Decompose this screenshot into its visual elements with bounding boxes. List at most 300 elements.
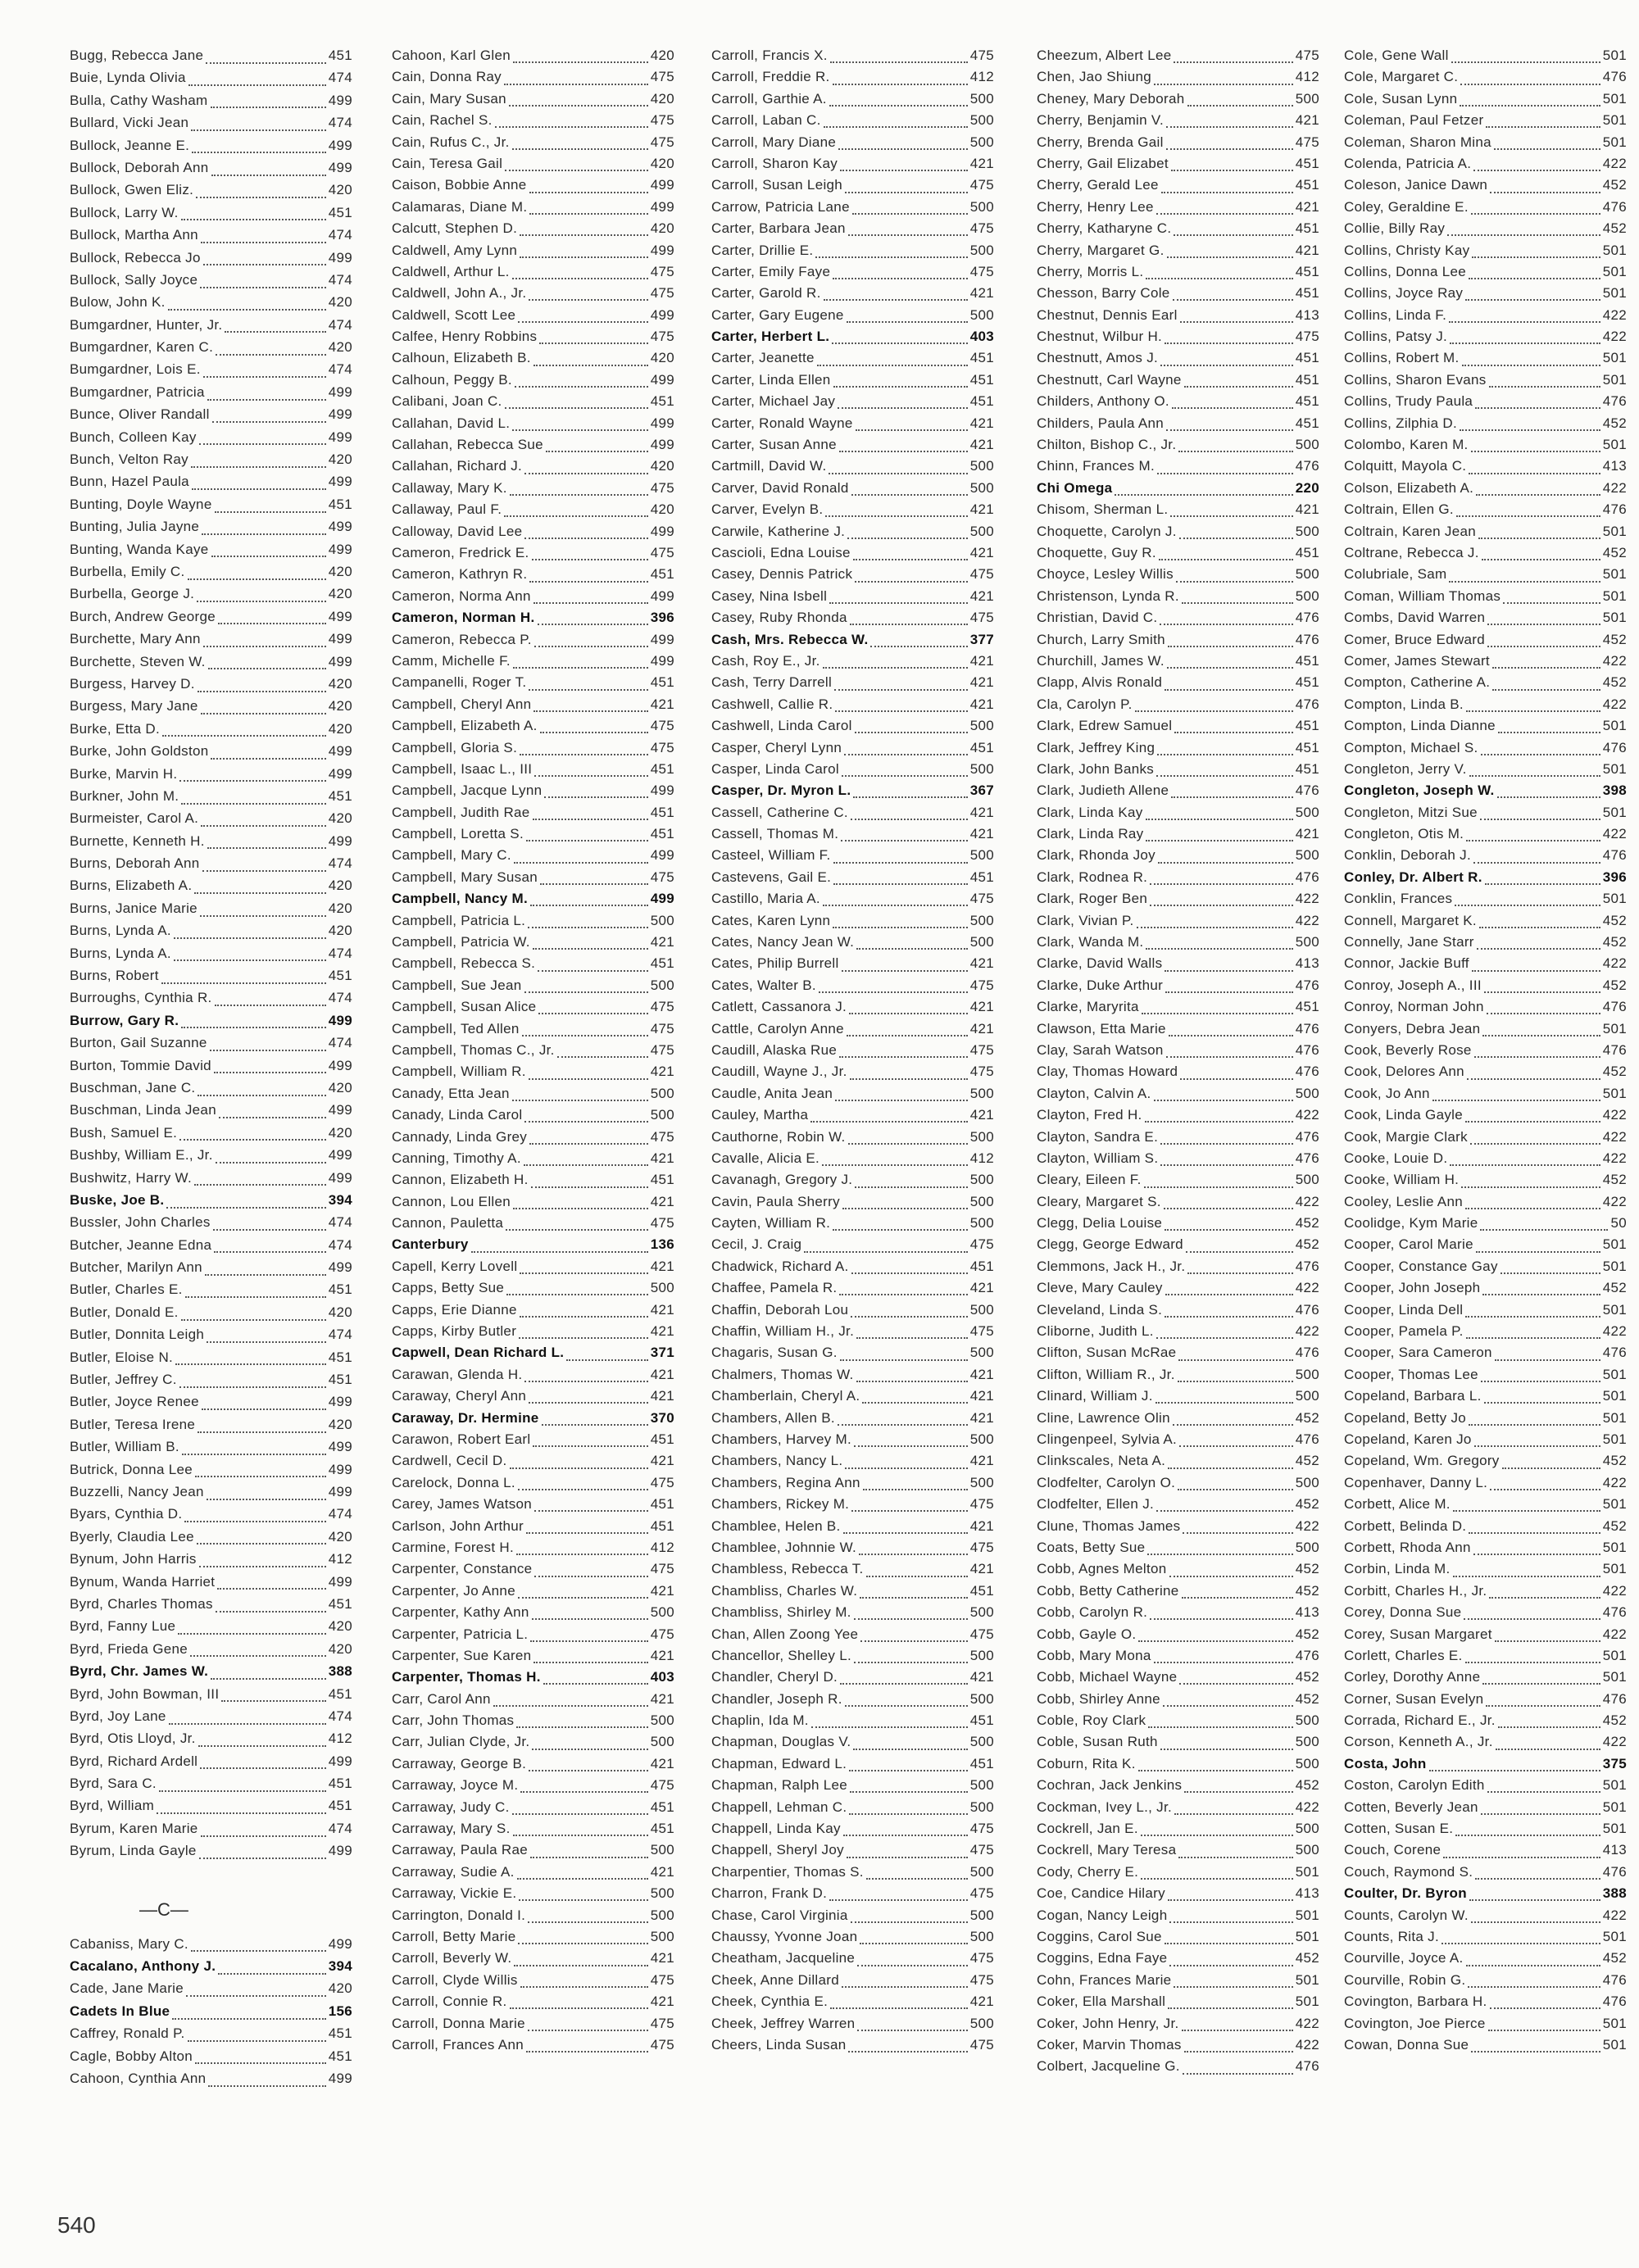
entry-page: 452 bbox=[1295, 1409, 1319, 1426]
index-entry bbox=[1344, 91, 1627, 112]
index-entry bbox=[1037, 1626, 1319, 1648]
index-entry bbox=[70, 227, 352, 249]
dot-leader bbox=[1481, 1381, 1600, 1382]
index-entry bbox=[1344, 1583, 1627, 1604]
dot-leader bbox=[197, 601, 326, 602]
entry-page: 421 bbox=[650, 1366, 674, 1382]
index-entry bbox=[1344, 372, 1627, 393]
index-entry bbox=[1344, 1669, 1627, 1690]
index-entry bbox=[1344, 955, 1627, 977]
dot-leader bbox=[1453, 1576, 1600, 1577]
index-entry bbox=[711, 1172, 994, 1193]
entry-name: Caison, Bobbie Anne bbox=[392, 177, 527, 193]
index-entry bbox=[711, 524, 994, 545]
entry-page: 421 bbox=[969, 804, 994, 820]
dot-leader bbox=[1477, 948, 1600, 950]
entry-page: 420 bbox=[328, 586, 352, 602]
dot-leader bbox=[198, 1745, 326, 1747]
entry-page: 421 bbox=[969, 1020, 994, 1036]
entry-page: 475 bbox=[650, 1020, 674, 1036]
entry-name: Butler, William B. bbox=[70, 1439, 179, 1455]
index-entry bbox=[70, 1980, 352, 2003]
dot-leader bbox=[819, 991, 968, 993]
index-entry bbox=[392, 458, 674, 479]
entry-name: Cherry, Benjamin V. bbox=[1037, 112, 1164, 129]
index-entry bbox=[1037, 134, 1319, 156]
entry-name: Buschman, Linda Jean bbox=[70, 1102, 216, 1118]
index-entry bbox=[392, 156, 674, 177]
entry-name: Byrum, Linda Gayle bbox=[70, 1843, 197, 1859]
dot-leader bbox=[162, 735, 326, 737]
index-entry bbox=[711, 350, 994, 371]
index-entry bbox=[70, 1192, 352, 1214]
index-entry bbox=[70, 1349, 352, 1372]
index-entry bbox=[1344, 1799, 1627, 1821]
index-entry bbox=[70, 339, 352, 361]
dot-leader bbox=[1171, 170, 1293, 171]
dot-leader bbox=[1169, 1035, 1293, 1036]
entry-page: 501 bbox=[1602, 2015, 1627, 2031]
entry-name: Cooper, Sara Cameron bbox=[1344, 1345, 1492, 1361]
entry-page: 451 bbox=[969, 1712, 994, 1729]
index-entry bbox=[1037, 1172, 1319, 1193]
index-entry bbox=[392, 1194, 674, 1215]
dot-leader bbox=[1449, 321, 1600, 323]
index-entry bbox=[70, 1125, 352, 1147]
entry-page: 421 bbox=[969, 587, 994, 604]
entry-page: 476 bbox=[1602, 1690, 1627, 1707]
index-entry bbox=[70, 1596, 352, 1618]
index-entry bbox=[1344, 978, 1627, 999]
index-entry bbox=[392, 1172, 674, 1193]
index-entry bbox=[392, 653, 674, 674]
dot-leader bbox=[207, 847, 326, 849]
entry-page: 420 bbox=[328, 182, 352, 198]
entry-name: Coggins, Edna Faye bbox=[1037, 1950, 1168, 1966]
entry-page: 500 bbox=[1295, 523, 1319, 539]
entry-name: Cashwell, Linda Carol bbox=[711, 718, 852, 734]
entry-page: 501 bbox=[1602, 1020, 1627, 1036]
entry-page: 451 bbox=[1295, 652, 1319, 669]
dot-leader bbox=[533, 710, 647, 712]
index-entry bbox=[392, 372, 674, 393]
index-entry bbox=[392, 1042, 674, 1064]
index-entry bbox=[711, 1021, 994, 1042]
entry-name: Coulter, Dr. Byron bbox=[1344, 1885, 1467, 1902]
index-entry bbox=[1037, 1453, 1319, 1474]
entry-name: Cameron, Norma Ann bbox=[392, 587, 531, 604]
dot-leader bbox=[851, 1510, 968, 1512]
dot-leader bbox=[211, 758, 325, 760]
dot-leader bbox=[1166, 148, 1293, 150]
entry-page: 413 bbox=[1295, 955, 1319, 972]
dot-leader bbox=[505, 170, 648, 171]
entry-name: Chesson, Barry Cole bbox=[1037, 285, 1170, 302]
entry-page: 475 bbox=[969, 1821, 994, 1837]
index-entry bbox=[1344, 393, 1627, 415]
dot-leader bbox=[1165, 991, 1293, 993]
entry-name: Coker, Ella Marshall bbox=[1037, 1994, 1166, 2010]
entry-page: 499 bbox=[328, 2070, 352, 2086]
entry-page: 500 bbox=[1295, 804, 1319, 820]
dot-leader bbox=[1466, 1965, 1600, 1966]
entry-page: 451 bbox=[650, 1172, 674, 1188]
index-entry bbox=[1344, 1756, 1627, 1777]
entry-page: 422 bbox=[1602, 306, 1627, 323]
entry-page: 500 bbox=[650, 1885, 674, 1902]
index-entry bbox=[711, 264, 994, 285]
index-entry bbox=[1344, 1864, 1627, 1885]
entry-name: Cowan, Donna Sue bbox=[1344, 2036, 1469, 2053]
dot-leader bbox=[1137, 927, 1293, 928]
entry-name: Cheers, Linda Susan bbox=[711, 2036, 847, 2053]
entry-name: Campbell, Judith Rae bbox=[392, 804, 530, 820]
entry-page: 476 bbox=[1295, 1345, 1319, 1361]
dot-leader bbox=[1496, 1749, 1600, 1750]
entry-page: 501 bbox=[1602, 263, 1627, 279]
dot-leader bbox=[1476, 494, 1600, 496]
entry-name: Corley, Dorothy Anne bbox=[1344, 1669, 1481, 1685]
entry-page: 500 bbox=[969, 242, 994, 258]
index-entry bbox=[70, 2071, 352, 2093]
index-entry bbox=[70, 272, 352, 294]
entry-name: Canady, Linda Carol bbox=[392, 1107, 523, 1123]
entry-name: Butler, Joyce Renee bbox=[70, 1394, 199, 1410]
index-entry bbox=[1344, 1302, 1627, 1323]
index-entry bbox=[1344, 1323, 1627, 1345]
entry-name: Corbett, Belinda D. bbox=[1344, 1517, 1467, 1534]
dot-leader bbox=[529, 689, 647, 691]
entry-page: 500 bbox=[969, 479, 994, 496]
entry-name: Chen, Jao Shiung bbox=[1037, 69, 1151, 85]
entry-name: Colbert, Jacqueline G. bbox=[1037, 2058, 1180, 2075]
entry-name: Carrington, Donald I. bbox=[392, 1907, 526, 1923]
entry-page: 475 bbox=[650, 2036, 674, 2053]
index-entry bbox=[1344, 177, 1627, 198]
entry-page: 420 bbox=[328, 1079, 352, 1095]
index-entry bbox=[392, 696, 674, 718]
index-entry bbox=[392, 955, 674, 977]
dot-leader bbox=[208, 2085, 325, 2087]
dot-leader bbox=[1472, 256, 1600, 258]
dot-leader bbox=[1490, 2007, 1600, 2009]
dot-leader bbox=[181, 803, 325, 805]
dot-leader bbox=[1481, 754, 1600, 755]
entry-page: 500 bbox=[1295, 1539, 1319, 1555]
entry-name: Carroll, Francis X. bbox=[711, 48, 828, 63]
entry-page: 501 bbox=[1602, 437, 1627, 453]
index-entry bbox=[711, 1086, 994, 1107]
dot-leader bbox=[528, 927, 648, 928]
entry-name: Cash, Roy E., Jr. bbox=[711, 652, 820, 669]
entry-name: Colubriale, Sam bbox=[1344, 566, 1447, 583]
entry-name: Carroll, Mary Diane bbox=[711, 134, 837, 150]
entry-page: 377 bbox=[969, 631, 994, 647]
index-entry bbox=[1037, 199, 1319, 220]
entry-page: 500 bbox=[650, 977, 674, 993]
entry-page: 475 bbox=[650, 1215, 674, 1232]
index-entry bbox=[70, 1753, 352, 1776]
index-entry bbox=[1037, 674, 1319, 696]
entry-name: Comer, James Stewart bbox=[1344, 652, 1490, 669]
index-entry bbox=[392, 350, 674, 371]
dot-leader bbox=[557, 1056, 648, 1058]
entry-name: Chamberlain, Cheryl A. bbox=[711, 1388, 860, 1404]
dot-leader bbox=[835, 1100, 968, 1101]
entry-page: 476 bbox=[1602, 739, 1627, 755]
entry-page: 421 bbox=[969, 1388, 994, 1404]
dot-leader bbox=[1469, 1424, 1600, 1426]
entry-name: Coltrane, Rebecca J. bbox=[1344, 544, 1479, 560]
entry-page: 476 bbox=[1295, 696, 1319, 712]
dot-leader bbox=[1157, 754, 1292, 755]
dot-leader bbox=[179, 1139, 326, 1141]
index-entry bbox=[711, 696, 994, 718]
index-entry bbox=[70, 788, 352, 810]
dot-leader bbox=[853, 796, 967, 798]
entry-page: 475 bbox=[1295, 134, 1319, 150]
index-entry bbox=[392, 1907, 674, 1929]
entry-name: Combs, David Warren bbox=[1344, 610, 1486, 626]
entry-page: 475 bbox=[969, 1950, 994, 1966]
dot-leader bbox=[1487, 1791, 1600, 1793]
entry-name: Conklin, Deborah J. bbox=[1344, 847, 1471, 864]
index-entry bbox=[711, 934, 994, 955]
dot-leader bbox=[845, 1705, 968, 1707]
entry-name: Congleton, Otis M. bbox=[1344, 826, 1464, 842]
index-entry bbox=[1037, 2058, 1319, 2080]
index-entry bbox=[392, 1388, 674, 1409]
entry-page: 422 bbox=[1295, 912, 1319, 928]
entry-page: 501 bbox=[1602, 90, 1627, 107]
index-entry bbox=[70, 698, 352, 720]
entry-name: Carr, Carol Ann bbox=[392, 1690, 491, 1707]
index-entry bbox=[1344, 1929, 1627, 1950]
entry-page: 421 bbox=[969, 955, 994, 972]
entry-page: 475 bbox=[969, 1041, 994, 1058]
entry-page: 500 bbox=[650, 1842, 674, 1858]
entry-page: 501 bbox=[1602, 804, 1627, 820]
entry-name: Campbell, Patricia L. bbox=[392, 912, 526, 928]
index-entry bbox=[1037, 1475, 1319, 1496]
entry-name: Cannon, Elizabeth H. bbox=[392, 1172, 529, 1188]
entry-page: 474 bbox=[328, 945, 352, 961]
dot-leader bbox=[519, 1899, 647, 1901]
entry-name: Cassell, Catherine C. bbox=[711, 804, 848, 820]
dot-leader bbox=[863, 1489, 968, 1490]
entry-name: Cayten, William R. bbox=[711, 1215, 831, 1232]
dot-leader bbox=[842, 970, 968, 972]
entry-page: 501 bbox=[1602, 1799, 1627, 1815]
entry-page: 476 bbox=[1295, 1041, 1319, 1058]
entry-page: 499 bbox=[328, 1461, 352, 1477]
entry-page: 500 bbox=[969, 1647, 994, 1663]
index-entry bbox=[1037, 1604, 1319, 1626]
dot-leader bbox=[833, 386, 968, 388]
dot-leader bbox=[1487, 646, 1600, 647]
index-entry bbox=[1344, 805, 1627, 826]
entry-name: Chaplin, Ida M. bbox=[711, 1712, 809, 1729]
entry-name: Cameron, Fredrick E. bbox=[392, 544, 529, 560]
entry-name: Cahoon, Cynthia Ann bbox=[70, 2070, 207, 2086]
index-entry bbox=[1037, 524, 1319, 545]
dot-leader bbox=[1166, 429, 1293, 431]
entry-name: Corbett, Alice M. bbox=[1344, 1496, 1451, 1513]
entry-page: 500 bbox=[969, 1690, 994, 1707]
index-entry bbox=[70, 586, 352, 608]
index-entry bbox=[70, 1237, 352, 1259]
index-entry bbox=[1037, 329, 1319, 350]
entry-name: Coble, Roy Clark bbox=[1037, 1712, 1146, 1729]
dot-leader bbox=[207, 399, 326, 401]
dot-leader bbox=[1147, 1554, 1292, 1555]
entry-name: Canterbury bbox=[392, 1236, 469, 1253]
entry-page: 499 bbox=[328, 1935, 352, 1952]
dot-leader bbox=[853, 559, 968, 560]
dot-leader bbox=[1146, 948, 1292, 950]
entry-page: 422 bbox=[1602, 1734, 1627, 1750]
dot-leader bbox=[524, 473, 648, 474]
dot-leader bbox=[516, 1554, 648, 1555]
entry-name: Carlson, John Arthur bbox=[392, 1517, 524, 1534]
entry-name: Cook, Linda Gayle bbox=[1344, 1107, 1463, 1123]
entry-name: Campbell, Patricia W. bbox=[392, 934, 530, 950]
index-entry bbox=[70, 406, 352, 429]
entry-name: Bunting, Julia Jayne bbox=[70, 519, 200, 535]
entry-page: 475 bbox=[650, 263, 674, 279]
dot-leader bbox=[524, 1121, 647, 1123]
dot-leader bbox=[166, 1207, 325, 1209]
entry-page: 420 bbox=[328, 900, 352, 916]
dot-leader bbox=[824, 126, 968, 128]
dot-leader bbox=[1480, 1229, 1608, 1231]
dot-leader bbox=[210, 1050, 326, 1051]
index-entry bbox=[1037, 243, 1319, 264]
entry-name: Burnette, Kenneth H. bbox=[70, 832, 205, 849]
index-entry bbox=[1037, 1712, 1319, 1734]
entry-name: Cattle, Carolyn Anne bbox=[711, 1020, 844, 1036]
entry-page: 422 bbox=[1295, 2036, 1319, 2053]
entry-name: Connell, Margaret K. bbox=[1344, 912, 1477, 928]
entry-name: Burke, Etta D. bbox=[70, 720, 161, 737]
dot-leader bbox=[1160, 365, 1293, 366]
entry-page: 421 bbox=[650, 934, 674, 950]
entry-name: Chambliss, Shirley M. bbox=[711, 1604, 851, 1621]
entry-name: Burns, Lynda A. bbox=[70, 945, 171, 961]
entry-name: Coston, Carolyn Edith bbox=[1344, 1777, 1485, 1794]
index-entry bbox=[1344, 1453, 1627, 1474]
index-entry bbox=[70, 1462, 352, 1484]
entry-page: 500 bbox=[650, 1907, 674, 1923]
index-entry bbox=[70, 1147, 352, 1169]
entry-page: 452 bbox=[1602, 1064, 1627, 1080]
entry-page: 499 bbox=[328, 743, 352, 760]
dot-leader bbox=[215, 511, 326, 513]
dot-leader bbox=[1482, 1035, 1600, 1036]
entry-name: Bullard, Vicki Jean bbox=[70, 115, 189, 131]
entry-page: 500 bbox=[969, 1928, 994, 1944]
dot-leader bbox=[215, 1005, 326, 1006]
dot-leader bbox=[1486, 126, 1600, 128]
index-entry bbox=[1037, 264, 1319, 285]
entry-name: Cooper, Carol Marie bbox=[1344, 1236, 1473, 1253]
dot-leader bbox=[822, 1164, 968, 1166]
dot-leader bbox=[518, 1489, 648, 1490]
entry-page: 451 bbox=[328, 2025, 352, 2042]
entry-name: Chinn, Frances M. bbox=[1037, 458, 1155, 474]
entry-name: Bushby, William E., Jr. bbox=[70, 1147, 213, 1163]
entry-page: 476 bbox=[1295, 1258, 1319, 1274]
entry-page: 501 bbox=[1602, 1431, 1627, 1447]
entry-page: 451 bbox=[650, 804, 674, 820]
dot-leader bbox=[1158, 862, 1293, 864]
entry-name: Caldwell, John A., Jr. bbox=[392, 285, 527, 302]
entry-page: 422 bbox=[1295, 1107, 1319, 1123]
index-column-1 bbox=[70, 48, 352, 2093]
entry-name: Castillo, Maria A. bbox=[711, 891, 820, 907]
entry-name: Cherry, Gerald Lee bbox=[1037, 177, 1159, 193]
dot-leader bbox=[218, 623, 326, 624]
entry-name: Campbell, Mary Susan bbox=[392, 869, 538, 885]
entry-page: 420 bbox=[650, 90, 674, 107]
entry-name: Cobb, Shirley Anne bbox=[1037, 1690, 1160, 1707]
entry-name: Camm, Michelle F. bbox=[392, 652, 511, 669]
entry-name: Burns, Elizabeth A. bbox=[70, 878, 193, 894]
entry-name: Carraway, Joyce M. bbox=[392, 1777, 519, 1794]
dot-leader bbox=[524, 538, 647, 539]
entry-page: 475 bbox=[1295, 329, 1319, 345]
entry-page: 420 bbox=[328, 1618, 352, 1635]
dot-leader bbox=[1485, 883, 1600, 885]
dot-leader bbox=[866, 1576, 968, 1577]
dot-leader bbox=[532, 1618, 648, 1620]
dot-leader bbox=[1166, 126, 1293, 128]
dot-leader bbox=[1501, 1272, 1600, 1274]
entry-page: 475 bbox=[650, 2015, 674, 2031]
dot-leader bbox=[1174, 234, 1292, 236]
entry-name: Carroll, Frances Ann bbox=[392, 2036, 524, 2053]
entry-page: 421 bbox=[1295, 826, 1319, 842]
entry-page: 475 bbox=[969, 1971, 994, 1988]
index-entry bbox=[392, 264, 674, 285]
entry-name: Chappell, Lehman C. bbox=[711, 1799, 847, 1815]
index-entry bbox=[1344, 1691, 1627, 1712]
entry-page: 421 bbox=[650, 1193, 674, 1209]
entry-page: 475 bbox=[969, 177, 994, 193]
dot-leader bbox=[856, 1381, 968, 1382]
index-entry bbox=[711, 1431, 994, 1453]
entry-page: 420 bbox=[328, 1528, 352, 1545]
dot-leader bbox=[202, 870, 326, 872]
entry-name: Carawon, Robert Earl bbox=[392, 1431, 531, 1447]
dot-leader bbox=[1492, 667, 1600, 669]
index-entry bbox=[1037, 48, 1319, 69]
index-entry bbox=[1344, 1842, 1627, 1863]
entry-name: Campbell, Susan Alice bbox=[392, 999, 537, 1015]
entry-page: 421 bbox=[650, 1863, 674, 1880]
index-entry bbox=[711, 891, 994, 912]
entry-page: 475 bbox=[969, 1539, 994, 1555]
entry-page: 421 bbox=[969, 155, 994, 171]
entry-name: Caffrey, Ronald P. bbox=[70, 2025, 185, 2042]
entry-page: 476 bbox=[1295, 610, 1319, 626]
entry-name: Burmeister, Carol A. bbox=[70, 810, 199, 827]
entry-page: 474 bbox=[328, 1236, 352, 1253]
dot-leader bbox=[1150, 883, 1293, 885]
entry-name: Capwell, Dean Richard L. bbox=[392, 1345, 565, 1361]
entry-page: 451 bbox=[650, 393, 674, 410]
entry-page: 451 bbox=[650, 1496, 674, 1513]
